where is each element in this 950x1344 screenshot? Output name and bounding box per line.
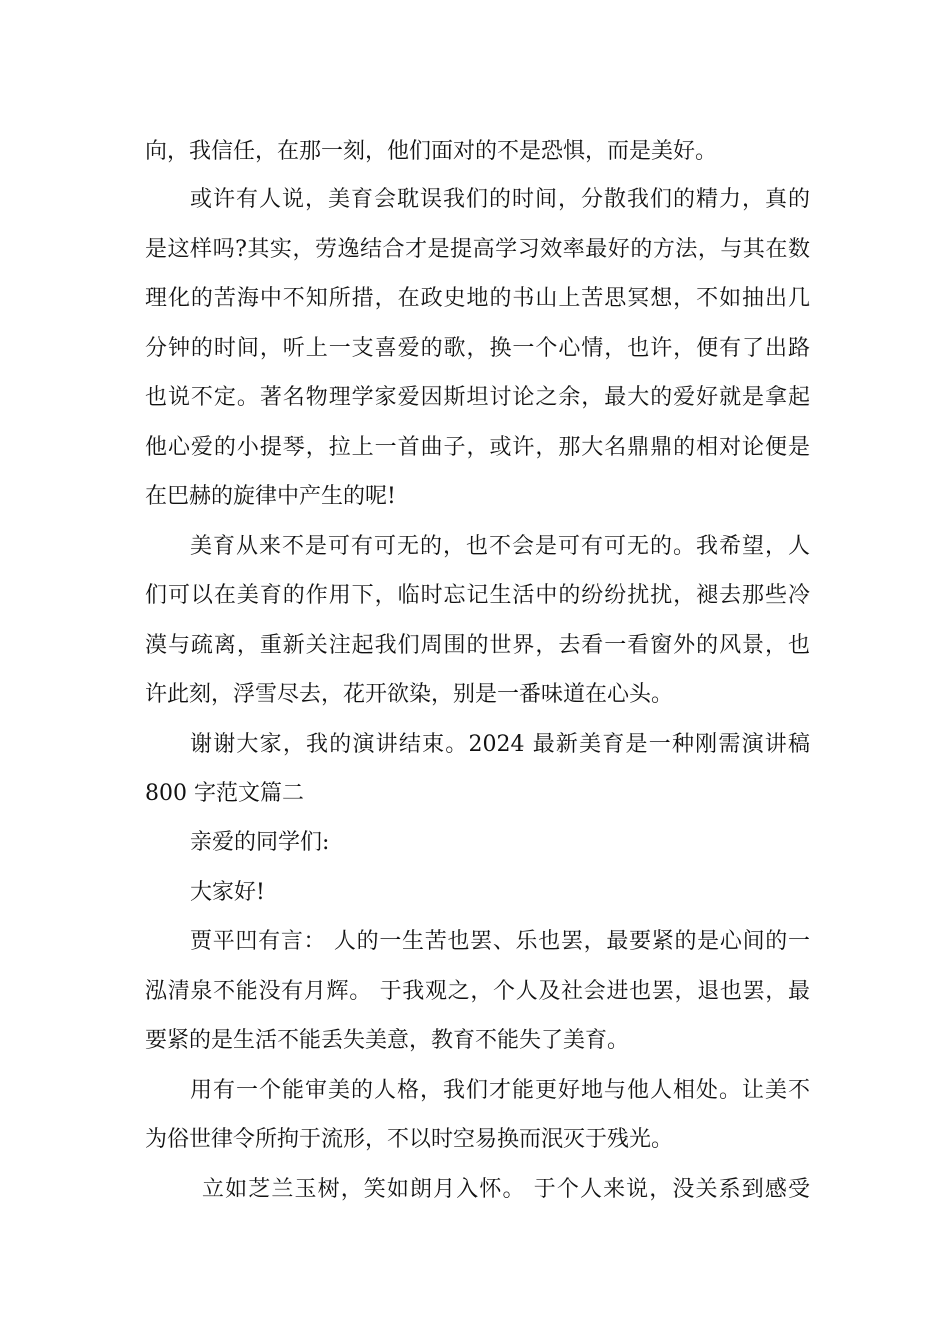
text-line: 谢谢大家，我的演讲结束。2024 最新美育是一种刚需演讲稿: [190, 732, 810, 757]
text-line: 他心爱的小提琴，拉上一首曲子，或许，那大名鼎鼎的相对论便是: [145, 435, 810, 460]
text-line: 是这样吗?其实，劳逸结合才是提高学习效率最好的方法，与其在数: [145, 237, 810, 262]
salutation: 亲爱的同学们:: [190, 830, 330, 855]
text-line: 们可以在美育的作用下，临时忘记生活中的纷纷扰扰，褪去那些冷: [145, 583, 810, 608]
text-line: 美育从来不是可有可无的，也不会是可有可无的。我希望，人: [190, 534, 810, 559]
text-line: 用有一个能审美的人格，我们才能更好地与他人相处。让美不: [190, 1078, 810, 1103]
greeting: 大家好!: [190, 880, 265, 905]
text-line: 理化的苦海中不知所措，在政史地的书山上苦思冥想，不如抽出几: [145, 286, 810, 311]
text-line: 为俗世律令所拘于流形，不以时空易换而泯灭于残光。: [145, 1127, 674, 1152]
text-line: 漠与疏离，重新关注起我们周围的世界，去看一看窗外的风景，也: [145, 633, 810, 658]
text-line: 800 字范文篇二: [145, 781, 304, 806]
text-line: 也说不定。著名物理学家爱因斯坦讨论之余，最大的爱好就是拿起: [145, 385, 810, 410]
text-line: 立如芝兰玉树，笑如朗月入怀。 于个人来说，没关系到感受: [202, 1177, 810, 1202]
text-line: 分钟的时间，听上一支喜爱的歌，换一个心情，也许，便有了出路: [145, 336, 810, 361]
text-line: 要紧的是生活不能丢失美意，教育不能失了美育。: [145, 1028, 630, 1053]
text-line: 或许有人说，美育会耽误我们的时间，分散我们的精力，真的: [190, 187, 810, 212]
text-line: 泓清泉不能没有月辉。 于我观之，个人及社会进也罢，退也罢，最: [145, 979, 810, 1004]
text-line: 许此刻，浮雪尽去，花开欲染，别是一番味道在心头。: [145, 682, 674, 707]
text-line: 贾平凹有言： 人的一生苦也罢、乐也罢，最要紧的是心间的一: [190, 929, 810, 954]
text-line: 向，我信任，在那一刻，他们面对的不是恐惧，而是美好。: [145, 139, 718, 164]
text-line: 在巴赫的旋律中产生的呢!: [145, 484, 396, 509]
